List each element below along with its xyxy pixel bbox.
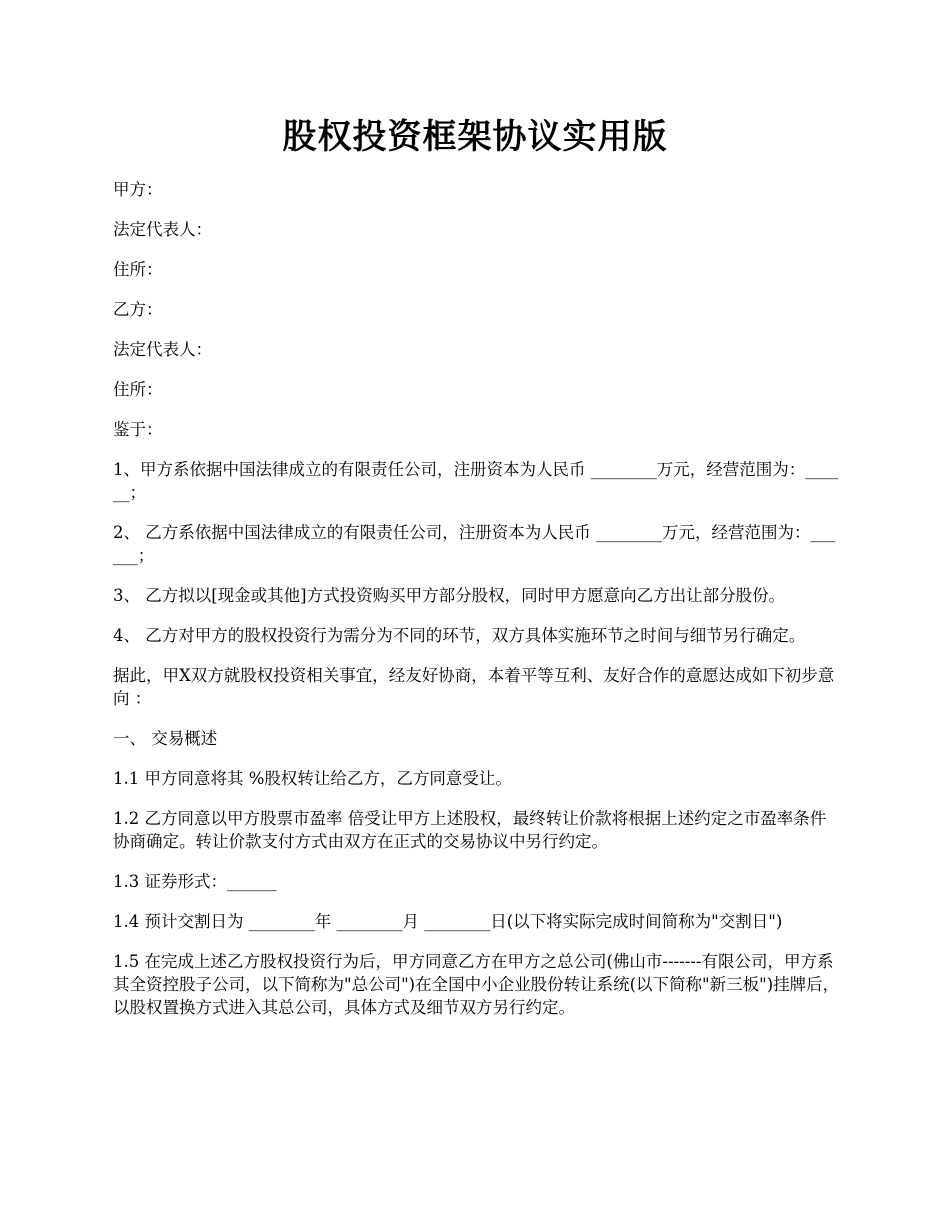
party-a-label: 甲方： [113,180,163,199]
recital-4: 4、 乙方对甲方的股权投资行为需分为不同的环节，双方具体实施环节之时间与细节另行确定。 [113,626,806,645]
party-a-legal-rep: 法定代表人： [113,220,212,239]
whereas-heading: 鉴于： [113,420,163,439]
party-b-legal-rep: 法定代表人： [113,340,212,359]
recital-1: 1、甲方系依据中国法律成立的有限责任公司，注册资本为人民币 ________万元，经营范围为：______； [113,460,839,502]
party-b-address: 住所： [113,380,163,399]
agreement-intro: 据此，甲X双方就股权投资相关事宜，经友好协商，本着平等互利、友好合作的意愿达成如下初步意向 ： [113,666,835,708]
recital-2: 2、 乙方系依据中国法律成立的有限责任公司，注册资本为人民币 ________万元，经营范围为：______； [113,523,836,565]
section-heading-1: 一、 交易概述 [113,729,218,748]
clause-1-3: 1.3 证券形式：______ [113,872,277,891]
party-b-label: 乙方： [113,300,163,319]
clause-1-4: 1.4 预计交割日为 ________年 ________月 ________日(以下将实际完成时间简称为"交割日") [113,912,783,931]
party-a-address: 住所： [113,260,163,279]
clause-1-2: 1.2 乙方同意以甲方股票市盈率 倍受让甲方上述股权，最终转让价款将根据上述约定之市盈率条件协商确定。转让价款支付方式由双方在正式的交易协议中另行约定。 [113,809,827,851]
document-body [113,178,840,1036]
clause-1-5: 1.5 在完成上述乙方股权投资行为后，甲方同意乙方在甲方之总公司(佛山市-------有限公司，甲方系其全资控股子公司，以下简称为"总公司")在全国中小企业股份转让系统(以下简称"新三板")挂牌后，以股权置换方式进入其总公司，具体方式及细节双方另行约定。 [113,952,840,1017]
recital-3: 3、 乙方拟以[现金或其他]方式投资购买甲方部分股权，同时甲方愿意向乙方出让部分股份。 [113,586,786,605]
clause-1-1: 1.1 甲方同意将其 %股权转让给乙方，乙方同意受让。 [113,769,512,788]
document-title: 股权投资框架协议实用版 [282,117,668,157]
